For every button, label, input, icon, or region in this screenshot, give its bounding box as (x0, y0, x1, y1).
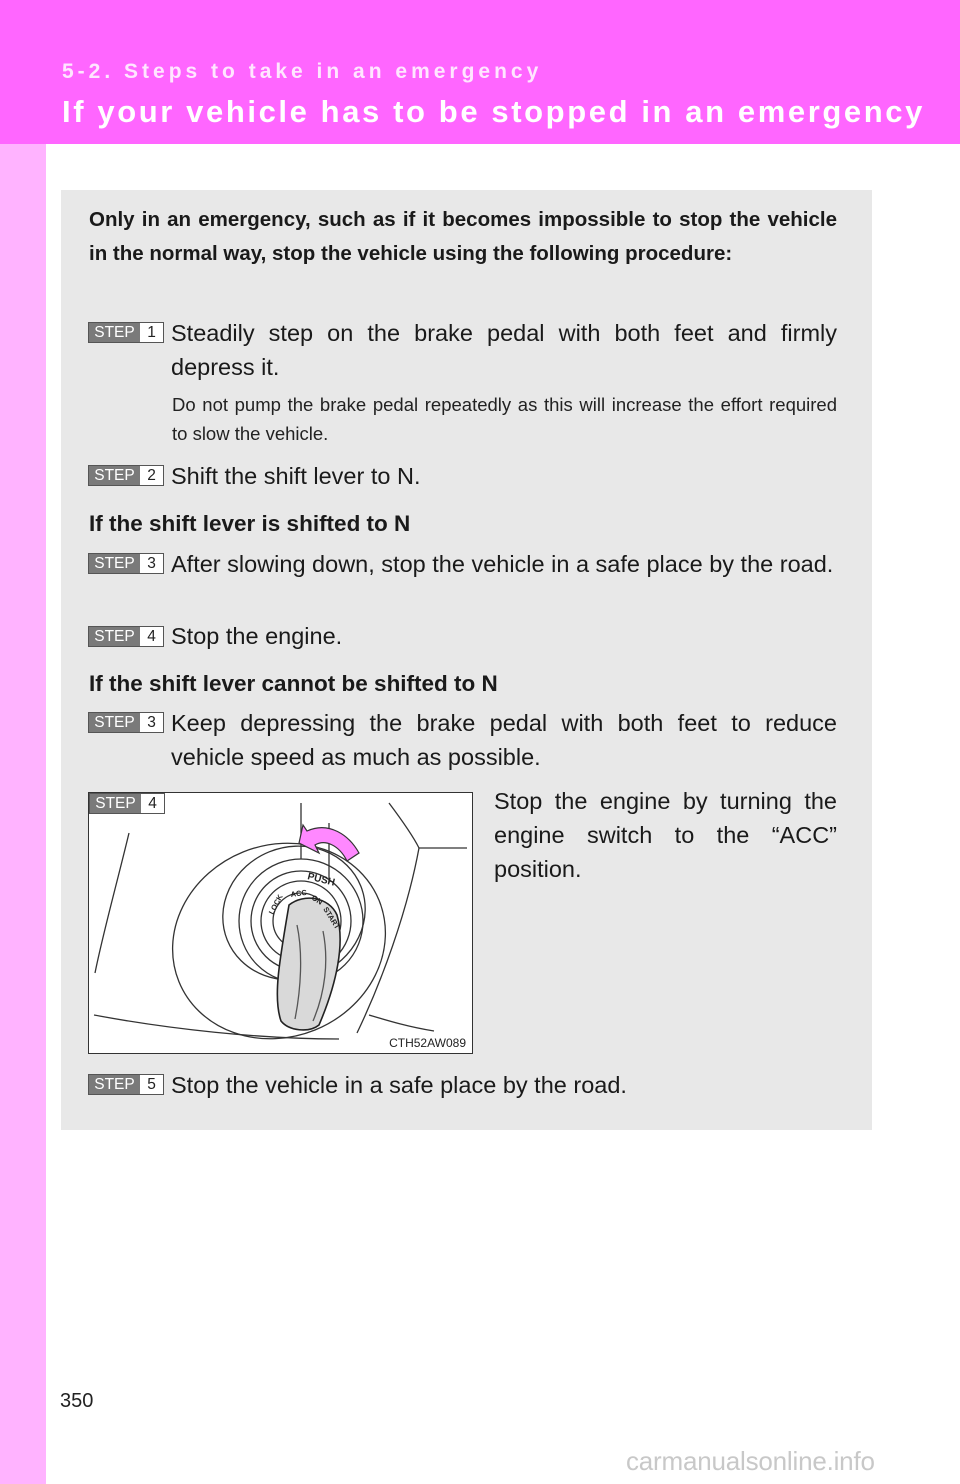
label-push: PUSH (306, 871, 336, 889)
page-title: If your vehicle has to be stopped in an emergency (62, 94, 925, 129)
step-badge-label: STEP (89, 323, 140, 342)
step-5-text: Stop the vehicle in a safe place by the road. (171, 1072, 627, 1098)
subhead-not-shifted: If the shift lever cannot be shifted to N (89, 671, 498, 696)
step-badge-1 (88, 322, 164, 343)
step-1-text: Steadily step on the brake pedal with both feet and firmly depress it. (171, 320, 837, 380)
page-number: 350 (60, 1390, 94, 1412)
label-start: START (321, 905, 342, 931)
label-lock: LOCK (266, 892, 285, 916)
step-4b-text: Stop the engine by turning the engine switch to the “ACC” position. (494, 788, 837, 882)
step-1-note: Do not pump the brake pedal repeatedly as this will increase the effort required to slow the vehicle. (172, 394, 837, 444)
side-band (0, 144, 46, 1484)
step-badge-label: STEP (89, 1075, 140, 1094)
step-badge-label: STEP (90, 794, 141, 813)
watermark: carmanualsonline.info (626, 1446, 875, 1476)
label-on: ON (309, 893, 325, 907)
label-acc: ACC (290, 887, 308, 899)
figure-code: CTH52AW089 (389, 1036, 466, 1050)
step-badge-2 (88, 465, 164, 486)
step-badge-number: 4 (148, 795, 157, 812)
step-badge-4b (89, 793, 165, 814)
step-badge-label: STEP (89, 466, 140, 485)
step-4a-text: Stop the engine. (171, 623, 343, 649)
step-badge-3a (88, 553, 164, 574)
engine-switch-illustration (89, 793, 473, 1054)
intro-text: Only in an emergency, such as if it becomes impossible to stop the vehicle in the normal way, stop the vehicle using the following procedure: (89, 208, 837, 265)
step-badge-5 (88, 1074, 164, 1095)
step-badge-number: 5 (147, 1076, 156, 1093)
step-badge-number: 3 (147, 555, 156, 572)
step-badge-number: 3 (147, 714, 156, 731)
step-badge-number: 4 (147, 628, 156, 645)
step-badge-4a (88, 626, 164, 647)
engine-switch-figure (88, 792, 473, 1054)
step-badge-3b (88, 712, 164, 733)
step-3b-text: Keep depressing the brake pedal with both feet to reduce vehicle speed as much as possible. (171, 710, 837, 770)
subhead-shifted: If the shift lever is shifted to N (89, 511, 411, 536)
step-3a-text: After slowing down, stop the vehicle in a safe place by the road. (171, 551, 834, 577)
step-2-text: Shift the shift lever to N. (171, 463, 421, 489)
step-badge-label: STEP (89, 713, 140, 732)
step-badge-number: 1 (147, 324, 156, 341)
step-badge-number: 2 (147, 467, 156, 484)
section-label: 5-2. Steps to take in an emergency (62, 60, 543, 83)
step-badge-label: STEP (89, 627, 140, 646)
step-badge-label: STEP (89, 554, 140, 573)
